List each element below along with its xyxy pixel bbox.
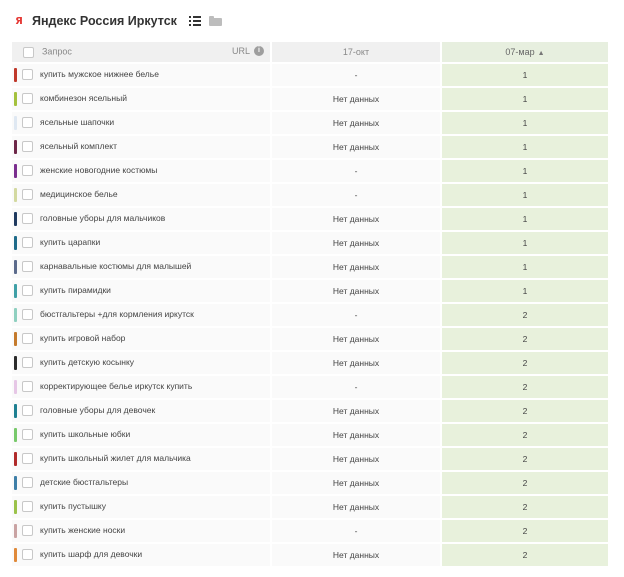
sort-ascending-icon: ▲ (537, 50, 545, 57)
table-header-row (12, 42, 608, 62)
query-color-marker (14, 164, 17, 178)
position-cell-17-okt: Нет данных (270, 448, 440, 470)
table-row[interactable] (12, 424, 608, 446)
table-row[interactable] (12, 64, 608, 86)
position-cell-17-okt: - (270, 304, 440, 326)
row-checkbox[interactable] (22, 237, 33, 248)
query-color-marker (14, 92, 17, 106)
query-color-marker (14, 428, 17, 442)
query-text: купить женские носки (40, 525, 126, 535)
positions-table (12, 40, 608, 568)
position-cell-17-okt: - (270, 160, 440, 182)
query-cell (12, 400, 270, 422)
row-checkbox[interactable] (22, 549, 33, 560)
position-cell-07-mar: 2 (440, 496, 608, 518)
query-cell (12, 376, 270, 398)
page-title: Яндекс Россия Иркутск (32, 14, 177, 28)
table-row[interactable] (12, 496, 608, 518)
folder-icon[interactable] (209, 16, 222, 26)
query-color-marker (14, 188, 17, 202)
position-cell-17-okt: Нет данных (270, 328, 440, 350)
position-cell-17-okt: - (270, 184, 440, 206)
position-cell-07-mar: 2 (440, 448, 608, 470)
row-checkbox[interactable] (22, 429, 33, 440)
query-color-marker (14, 332, 17, 346)
query-text: купить игровой набор (40, 333, 126, 343)
table-row[interactable] (12, 376, 608, 398)
row-checkbox[interactable] (22, 285, 33, 296)
query-text: купить школьные юбки (40, 429, 131, 439)
position-cell-07-mar: 1 (440, 160, 608, 182)
position-cell-07-mar: 2 (440, 328, 608, 350)
query-color-marker (14, 308, 17, 322)
position-cell-17-okt: Нет данных (270, 424, 440, 446)
query-text: корректирующее белье иркутск купить (40, 381, 193, 391)
table-row[interactable] (12, 208, 608, 230)
position-cell-17-okt: Нет данных (270, 496, 440, 518)
query-cell (12, 424, 270, 446)
query-color-marker (14, 68, 17, 82)
query-text: купить царапки (40, 237, 101, 247)
row-checkbox[interactable] (22, 453, 33, 464)
position-cell-17-okt: Нет данных (270, 256, 440, 278)
query-column-label: Запрос (42, 47, 72, 58)
query-column-header (12, 42, 270, 62)
query-color-marker (14, 284, 17, 298)
position-cell-07-mar: 1 (440, 280, 608, 302)
query-color-marker (14, 212, 17, 226)
position-cell-07-mar: 2 (440, 352, 608, 374)
position-cell-07-mar: 2 (440, 400, 608, 422)
position-cell-07-mar: 1 (440, 208, 608, 230)
query-color-marker (14, 236, 17, 250)
query-cell (12, 136, 270, 158)
position-cell-07-mar: 1 (440, 232, 608, 254)
query-cell (12, 160, 270, 182)
row-checkbox[interactable] (22, 381, 33, 392)
query-color-marker (14, 524, 17, 538)
info-icon[interactable]: i (254, 46, 264, 56)
query-text: головные уборы для мальчиков (40, 213, 166, 223)
row-checkbox[interactable] (22, 213, 33, 224)
url-column-label[interactable]: URL (231, 46, 250, 56)
query-text: купить шарф для девочки (40, 549, 143, 559)
query-cell (12, 472, 270, 494)
date-column-label-2: 07-мар (505, 47, 535, 57)
table-row[interactable] (12, 448, 608, 470)
query-color-marker (14, 404, 17, 418)
query-cell (12, 280, 270, 302)
select-all-checkbox[interactable] (23, 47, 34, 58)
query-text: ясельный комплект (40, 141, 117, 151)
position-cell-17-okt: - (270, 376, 440, 398)
query-text: женские новогодние костюмы (40, 165, 158, 175)
row-checkbox[interactable] (22, 309, 33, 320)
position-cell-07-mar: 2 (440, 520, 608, 542)
query-cell (12, 304, 270, 326)
row-checkbox[interactable] (22, 405, 33, 416)
query-text: головные уборы для девочек (40, 405, 156, 415)
table-row[interactable] (12, 328, 608, 350)
table-row[interactable] (12, 136, 608, 158)
position-cell-07-mar: 2 (440, 304, 608, 326)
row-checkbox[interactable] (22, 93, 33, 104)
query-text: купить школьный жилет для мальчика (40, 453, 191, 463)
position-cell-07-mar: 2 (440, 376, 608, 398)
yandex-logo-icon: Я (15, 15, 23, 27)
query-color-marker (14, 356, 17, 370)
query-cell (12, 208, 270, 230)
position-cell-07-mar: 2 (440, 544, 608, 566)
position-cell-17-okt: Нет данных (270, 400, 440, 422)
position-cell-17-okt: Нет данных (270, 232, 440, 254)
table-row[interactable] (12, 88, 608, 110)
position-cell-17-okt: Нет данных (270, 352, 440, 374)
query-cell (12, 112, 270, 134)
table-row[interactable] (12, 256, 608, 278)
query-color-marker (14, 500, 17, 514)
position-cell-17-okt: Нет данных (270, 208, 440, 230)
query-cell (12, 232, 270, 254)
query-cell (12, 520, 270, 542)
position-cell-07-mar: 1 (440, 64, 608, 86)
query-cell (12, 544, 270, 566)
row-checkbox[interactable] (22, 357, 33, 368)
query-text: ясельные шапочки (40, 117, 115, 127)
position-cell-17-okt: Нет данных (270, 544, 440, 566)
row-checkbox[interactable] (22, 69, 33, 80)
query-cell (12, 448, 270, 470)
row-checkbox[interactable] (22, 501, 33, 512)
position-cell-07-mar: 1 (440, 184, 608, 206)
report-header (12, 10, 222, 32)
table-row[interactable] (12, 520, 608, 542)
table-row[interactable] (12, 232, 608, 254)
position-cell-17-okt: - (270, 64, 440, 86)
position-cell-07-mar: 2 (440, 472, 608, 494)
query-text: купить пирамидки (40, 285, 111, 295)
query-cell (12, 256, 270, 278)
row-checkbox[interactable] (22, 117, 33, 128)
position-cell-07-mar: 1 (440, 256, 608, 278)
position-cell-07-mar: 1 (440, 88, 608, 110)
query-color-marker (14, 140, 17, 154)
query-color-marker (14, 380, 17, 394)
row-checkbox[interactable] (22, 333, 33, 344)
table-row[interactable] (12, 472, 608, 494)
query-text: бюстгальтеры +для кормления иркутск (40, 309, 194, 319)
query-color-marker (14, 116, 17, 130)
query-cell (12, 352, 270, 374)
table-row[interactable] (12, 160, 608, 182)
query-color-marker (14, 476, 17, 490)
position-cell-17-okt: Нет данных (270, 88, 440, 110)
table-row[interactable] (12, 184, 608, 206)
position-cell-17-okt: Нет данных (270, 280, 440, 302)
query-text: комбинезон ясельный (40, 93, 127, 103)
table-row[interactable] (12, 112, 608, 134)
query-text: купить детскую косынку (40, 357, 135, 367)
row-checkbox[interactable] (22, 141, 33, 152)
query-text: медицинское белье (40, 189, 118, 199)
table-row[interactable] (12, 304, 608, 326)
query-text: купить пустышку (40, 501, 106, 511)
query-text: детские бюстгальтеры (40, 477, 129, 487)
query-cell (12, 496, 270, 518)
query-cell (12, 328, 270, 350)
date-column-header-2[interactable] (440, 42, 608, 62)
position-cell-17-okt: Нет данных (270, 472, 440, 494)
query-text: карнавальные костюмы для малышей (40, 261, 192, 271)
row-checkbox[interactable] (22, 189, 33, 200)
date-column-header-1[interactable]: 17-окт (270, 42, 440, 62)
table-row[interactable] (12, 352, 608, 374)
query-color-marker (14, 548, 17, 562)
row-checkbox[interactable] (22, 261, 33, 272)
query-text: купить мужское нижнее белье (40, 69, 159, 79)
query-cell (12, 64, 270, 86)
row-checkbox[interactable] (22, 525, 33, 536)
list-view-icon[interactable] (189, 15, 201, 27)
position-cell-17-okt: Нет данных (270, 136, 440, 158)
position-cell-07-mar: 1 (440, 136, 608, 158)
position-cell-07-mar: 2 (440, 424, 608, 446)
table-row[interactable] (12, 400, 608, 422)
query-cell (12, 88, 270, 110)
position-cell-17-okt: Нет данных (270, 112, 440, 134)
query-color-marker (14, 452, 17, 466)
table-row[interactable] (12, 280, 608, 302)
table-row[interactable] (12, 544, 608, 566)
row-checkbox[interactable] (22, 165, 33, 176)
position-cell-17-okt: - (270, 520, 440, 542)
query-cell (12, 184, 270, 206)
position-cell-07-mar: 1 (440, 112, 608, 134)
row-checkbox[interactable] (22, 477, 33, 488)
query-color-marker (14, 260, 17, 274)
